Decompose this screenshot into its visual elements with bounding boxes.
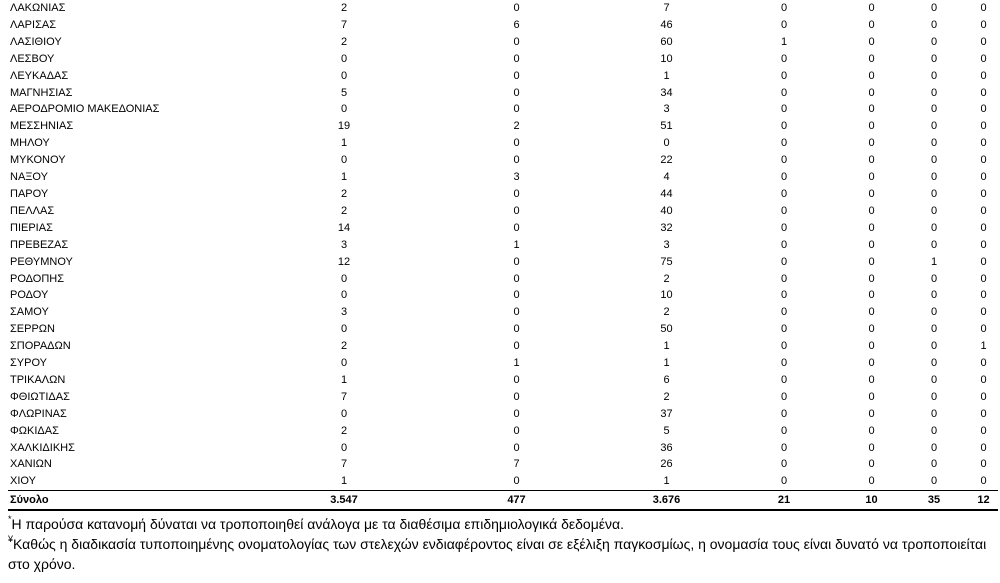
value-cell: 6 [663,373,670,386]
value-cell: 0 [868,357,875,370]
value-cell: 14 [337,221,351,234]
value-cell: 0 [868,120,875,133]
value-cell: 1 [663,475,670,488]
region-name: ΧΑΝΙΩΝ [10,458,52,471]
value-cell: 0 [340,103,348,116]
value-cell: 1 [780,35,788,48]
value-cell: 0 [513,204,520,217]
value-cell: 1 [340,171,348,184]
value-cell: 0 [780,120,788,133]
value-cell: 0 [930,52,938,65]
value-cell: 0 [868,103,875,116]
value-cell: 2 [663,390,670,403]
value-cell: 0 [340,441,348,454]
value-cell: 0 [980,187,987,200]
region-name: ΡΕΘΥΜΝΟΥ [10,255,73,268]
value-cell: 3 [340,306,348,319]
value-cell: 1 [340,475,348,488]
region-name: ΧΙΟΥ [10,475,36,488]
value-cell: 0 [980,390,987,403]
value-cell: 0 [930,35,938,48]
footnote-text: Η παρούσα κατανομή δύναται να τροποποιηθεί ανάλογα με τα διαθέσιμα επιδημιολογικά δεδομένα. [11,516,625,532]
table-row [8,135,998,152]
value-cell: 26 [660,458,673,471]
table-row [8,51,998,68]
total-value: 3.676 [652,493,681,506]
value-cell: 0 [780,340,788,353]
value-cell: 0 [930,323,938,336]
value-cell: 0 [868,255,875,268]
value-cell: 0 [780,2,788,14]
table-row [8,372,998,389]
value-cell: 0 [930,357,938,370]
value-cell: 0 [513,2,520,14]
value-cell: 0 [930,137,938,150]
value-cell: 2 [663,272,670,285]
value-cell: 60 [660,35,673,48]
value-cell: 0 [980,441,987,454]
table-row [8,17,998,34]
value-cell: 2 [513,120,520,133]
value-cell: 0 [513,340,520,353]
region-name: ΛΕΥΚΑΔΑΣ [10,69,69,82]
value-cell: 44 [660,187,673,200]
value-cell: 0 [780,255,788,268]
value-cell: 0 [780,357,788,370]
region-name: ΝΑΞΟΥ [10,171,48,184]
region-name: ΠΡΕΒΕΖΑΣ [10,238,69,251]
value-cell: 0 [780,390,788,403]
value-cell: 10 [660,289,673,302]
region-name: ΣΑΜΟΥ [10,306,49,319]
region-name: ΦΘΙΩΤΙΔΑΣ [10,390,70,403]
value-cell: 3 [663,238,670,251]
value-cell: 0 [780,424,788,437]
region-table-container [8,0,998,511]
value-cell: 0 [780,407,788,420]
value-cell: 0 [980,272,987,285]
value-cell: 22 [660,154,673,167]
table-row [8,304,998,321]
table-row [8,254,998,271]
value-cell: 7 [513,458,520,471]
value-cell: 0 [868,323,875,336]
region-name: ΜΗΛΟΥ [10,137,50,150]
value-cell: 0 [780,18,788,31]
value-cell: 0 [868,52,875,65]
value-cell: 0 [780,221,788,234]
footnote-mark: * [8,514,12,524]
value-cell: 0 [930,204,938,217]
value-cell: 0 [513,35,520,48]
value-cell: 2 [340,2,348,14]
value-cell: 0 [780,137,788,150]
region-name: ΛΑΡΙΣΑΣ [10,18,57,31]
region-name: ΠΙΕΡΙΑΣ [10,221,53,234]
value-cell: 1 [340,373,348,386]
total-value: 12 [977,493,990,506]
value-cell: 0 [980,373,987,386]
value-cell: 0 [340,357,348,370]
table-row [8,101,998,118]
value-cell: 0 [930,187,938,200]
value-cell: 0 [868,238,875,251]
value-cell: 0 [780,171,788,184]
value-cell: 0 [340,289,348,302]
value-cell: 0 [980,357,987,370]
value-cell: 0 [513,441,520,454]
value-cell: 0 [868,441,875,454]
value-cell: 0 [780,272,788,285]
value-cell: 0 [980,255,987,268]
region-name: ΑΕΡΟΔΡΟΜΙΟ ΜΑΚΕΔΟΝΙΑΣ [10,103,160,116]
value-cell: 0 [980,103,987,116]
value-cell: 0 [930,441,938,454]
footnote-2 [8,534,998,574]
region-name: ΣΥΡΟΥ [10,357,48,370]
value-cell: 0 [513,323,520,336]
region-table-body [8,0,998,510]
value-cell: 0 [780,289,788,302]
value-cell: 0 [980,35,987,48]
value-cell: 0 [340,323,348,336]
table-row [8,169,998,186]
value-cell: 0 [930,120,938,133]
value-cell: 3 [340,238,348,251]
value-cell: 0 [930,2,938,14]
value-cell: 0 [513,306,520,319]
value-cell: 0 [980,120,987,133]
value-cell: 0 [868,171,875,184]
value-cell: 0 [868,35,875,48]
value-cell: 0 [780,52,788,65]
value-cell: 0 [780,86,788,99]
value-cell: 0 [513,424,520,437]
value-cell: 3 [513,171,520,184]
value-cell: 0 [930,458,938,471]
value-cell: 0 [513,154,520,167]
region-name: ΤΡΙΚΑΛΩΝ [10,373,66,386]
value-cell: 0 [868,69,875,82]
table-row [8,440,998,457]
value-cell: 0 [980,407,987,420]
value-cell: 0 [340,407,348,420]
value-cell: 2 [340,204,348,217]
value-cell: 0 [780,154,788,167]
value-cell: 0 [980,18,987,31]
value-cell: 0 [513,187,520,200]
value-cell: 34 [660,86,673,99]
value-cell: 1 [513,357,520,370]
value-cell: 2 [340,35,348,48]
region-name: ΠΕΛΛΑΣ [10,204,55,217]
value-cell: 0 [513,86,520,99]
value-cell: 0 [513,390,520,403]
value-cell: 1 [663,69,670,82]
value-cell: 0 [513,69,520,82]
value-cell: 0 [780,373,788,386]
value-cell: 0 [868,86,875,99]
table-row [8,237,998,254]
value-cell: 0 [980,238,987,251]
region-name: ΠΑΡΟΥ [10,187,49,200]
value-cell: 0 [930,86,938,99]
footnote-text: Καθώς η διαδικασία τυποποιημένης ονοματολογίας των στελεχών ενδιαφέροντος είναι σε εξέλιξη παγκοσμίως, η ονομασία τους είναι δυνατό να τροποποιείται στο χρόνο. [8,536,987,572]
footnote-1 [8,514,998,534]
value-cell: 0 [930,272,938,285]
value-cell: 0 [780,103,788,116]
table-row [8,152,998,169]
value-cell: 0 [868,2,875,14]
table-row [8,271,998,288]
region-name: ΛΑΚΩΝΙΑΣ [10,2,66,14]
footnote-mark: ¥ [8,534,14,544]
value-cell: 0 [780,441,788,454]
region-name: ΜΥΚΟΝΟΥ [10,154,66,167]
table-row [8,389,998,406]
value-cell: 0 [513,272,520,285]
value-cell: 0 [980,424,987,437]
value-cell: 0 [980,69,987,82]
value-cell: 0 [980,171,987,184]
value-cell: 51 [660,120,673,133]
total-value: 3.547 [330,493,358,506]
table-row [8,287,998,304]
value-cell: 0 [513,289,520,302]
table-row [8,34,998,51]
value-cell: 1 [340,137,348,150]
region-name: ΧΑΛΚΙΔΙΚΗΣ [10,441,75,454]
value-cell: 0 [930,475,938,488]
region-name: ΣΕΡΡΩΝ [10,323,55,336]
value-cell: 1 [513,238,520,251]
value-cell: 0 [930,340,938,353]
value-cell: 7 [663,2,670,14]
value-cell: 0 [513,221,520,234]
value-cell: 0 [513,103,520,116]
value-cell: 1 [663,357,670,370]
value-cell: 0 [980,323,987,336]
value-cell: 0 [980,137,987,150]
value-cell: 0 [868,137,875,150]
value-cell: 0 [780,187,788,200]
region-name: ΡΟΔΟΥ [10,289,49,302]
value-cell: 0 [980,306,987,319]
value-cell: 2 [663,306,670,319]
value-cell: 0 [868,340,875,353]
total-value: 35 [927,493,941,506]
value-cell: 0 [930,18,938,31]
table-row [8,85,998,102]
value-cell: 0 [663,137,670,150]
total-value: 10 [865,493,878,506]
value-cell: 0 [930,407,938,420]
value-cell: 0 [980,475,987,488]
value-cell: 0 [868,390,875,403]
value-cell: 0 [930,390,938,403]
table-row [8,456,998,473]
value-cell: 1 [980,340,987,353]
value-cell: 0 [780,458,788,471]
value-cell: 0 [868,475,875,488]
value-cell: 0 [930,221,938,234]
value-cell: 0 [513,137,520,150]
value-cell: 0 [930,103,938,116]
value-cell: 0 [980,86,987,99]
table-row [8,338,998,355]
value-cell: 0 [930,69,938,82]
value-cell: 0 [513,255,520,268]
value-cell: 0 [780,475,788,488]
table-row [8,406,998,423]
value-cell: 50 [660,323,673,336]
value-cell: 7 [340,390,348,403]
value-cell: 0 [930,373,938,386]
total-value: 477 [507,493,526,506]
region-name: ΦΩΚΙΔΑΣ [10,424,59,437]
table-row [8,118,998,135]
value-cell: 5 [663,424,670,437]
value-cell: 0 [980,458,987,471]
total-label: Σύνολο [10,493,49,506]
value-cell: 0 [513,373,520,386]
region-name: ΛΑΣΙΘΙΟΥ [10,35,62,48]
footnotes [8,514,998,574]
value-cell: 12 [337,255,351,268]
value-cell: 0 [868,289,875,302]
value-cell: 7 [340,458,348,471]
value-cell: 0 [340,154,348,167]
value-cell: 7 [340,18,348,31]
value-cell: 0 [868,424,875,437]
value-cell: 10 [660,52,673,65]
table-row [8,355,998,372]
value-cell: 3 [663,103,670,116]
value-cell: 1 [663,340,670,353]
region-name: ΣΠΟΡΑΔΩΝ [10,340,71,353]
value-cell: 0 [780,306,788,319]
value-cell: 37 [660,407,673,420]
table-row [8,473,998,490]
value-cell: 0 [980,2,987,14]
region-name: ΜΑΓΝΗΣΙΑΣ [10,86,73,99]
value-cell: 0 [340,52,348,65]
value-cell: 32 [660,221,673,234]
value-cell: 19 [337,120,351,133]
value-cell: 0 [980,52,987,65]
value-cell: 36 [660,441,673,454]
value-cell: 0 [513,475,520,488]
value-cell: 0 [780,238,788,251]
value-cell: 0 [930,289,938,302]
value-cell: 0 [868,187,875,200]
value-cell: 0 [930,171,938,184]
table-row [8,68,998,85]
region-table [8,0,998,511]
value-cell: 75 [660,255,673,268]
value-cell: 0 [340,272,348,285]
value-cell: 0 [980,204,987,217]
value-cell: 0 [868,221,875,234]
value-cell: 0 [868,373,875,386]
value-cell: 1 [930,255,938,268]
total-value: 21 [777,493,791,506]
table-row [8,203,998,220]
value-cell: 4 [663,171,670,184]
value-cell: 0 [980,289,987,302]
table-row [8,423,998,440]
total-row [8,491,998,511]
value-cell: 0 [780,69,788,82]
value-cell: 0 [930,238,938,251]
region-name: ΛΕΣΒΟΥ [10,52,55,65]
value-cell: 2 [340,340,348,353]
table-row [8,0,998,17]
value-cell: 5 [340,86,348,99]
table-row [8,220,998,237]
table-row [8,186,998,203]
region-name: ΡΟΔΟΠΗΣ [10,272,65,285]
value-cell: 0 [868,272,875,285]
region-name: ΜΕΣΣΗΝΙΑΣ [10,120,74,133]
value-cell: 2 [340,187,348,200]
value-cell: 40 [660,204,673,217]
value-cell: 0 [980,154,987,167]
value-cell: 0 [868,154,875,167]
value-cell: 0 [868,458,875,471]
value-cell: 0 [340,69,348,82]
value-cell: 0 [868,407,875,420]
value-cell: 0 [780,323,788,336]
value-cell: 0 [513,407,520,420]
value-cell: 0 [930,306,938,319]
value-cell: 0 [868,306,875,319]
value-cell: 6 [513,18,520,31]
value-cell: 0 [930,154,938,167]
value-cell: 0 [868,204,875,217]
region-name: ΦΛΩΡΙΝΑΣ [10,407,67,420]
value-cell: 0 [868,18,875,31]
value-cell: 0 [780,204,788,217]
value-cell: 46 [660,18,673,31]
value-cell: 0 [513,52,520,65]
value-cell: 0 [980,221,987,234]
value-cell: 2 [340,424,348,437]
table-row [8,321,998,338]
value-cell: 0 [930,424,938,437]
